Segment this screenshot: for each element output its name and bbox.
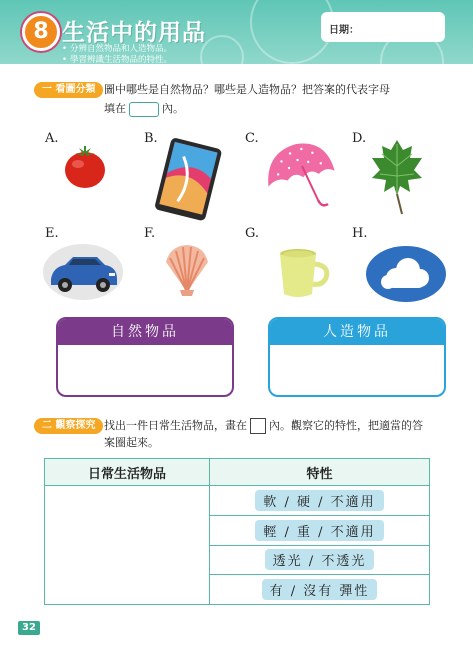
trait-row-transparency — [210, 545, 430, 575]
natural-items-box[interactable] — [56, 317, 234, 397]
item-letter-d: D. — [352, 131, 367, 146]
tablet-icon — [148, 138, 226, 222]
section1-instruction-line1: 圖中哪些是自然物品？哪些是人造物品？把答案的代表字母 — [104, 83, 390, 96]
item-letter-a: A. — [45, 131, 59, 146]
item-letter-g: G. — [245, 226, 260, 241]
answer-box-sample — [129, 102, 159, 117]
cloud-icon — [366, 246, 446, 302]
manmade-items-heading: 人造物品 — [270, 319, 444, 345]
trait-options-hardness[interactable]: 軟 / 硬 / 不適用 — [255, 490, 383, 511]
lesson-title: 生活中的用品 — [62, 20, 206, 46]
cup-icon — [272, 246, 336, 302]
lesson-number-badge: 8 — [22, 13, 60, 51]
trait-options-elasticity[interactable]: 有 / 沒有 彈性 — [262, 579, 378, 600]
tomato-icon — [62, 143, 108, 191]
col-header-traits: 特性 — [210, 459, 430, 486]
item-letter-e: E. — [45, 226, 59, 241]
section1-label: 一 看圖分類 — [34, 82, 103, 98]
item-letter-f: F. — [144, 226, 156, 241]
section2-label: 二 觀察探究 — [34, 418, 103, 434]
manmade-items-box[interactable] — [268, 317, 446, 397]
trait-row-hardness — [210, 486, 430, 516]
trait-options-weight[interactable]: 輕 / 重 / 不適用 — [255, 520, 383, 541]
item-letter-h: H. — [352, 226, 368, 241]
date-field[interactable] — [321, 12, 445, 42]
umbrella-icon — [258, 138, 336, 212]
leaf-icon — [368, 136, 426, 216]
drawing-area[interactable] — [45, 486, 210, 605]
item-letter-c: C. — [245, 131, 259, 146]
trait-row-weight — [210, 515, 430, 545]
trait-row-elasticity — [210, 575, 430, 605]
section1-instruction-line2: 填在 內。 — [104, 102, 184, 115]
trait-options-transparency[interactable]: 透光 / 不透光 — [265, 549, 375, 570]
objective-2: • 學習辨識生活物品的特性。 — [62, 53, 172, 64]
col-header-item: 日常生活物品 — [45, 459, 210, 486]
date-label: 日期： — [329, 25, 359, 36]
observation-table — [44, 458, 430, 605]
drawing-box-sample — [250, 418, 266, 434]
car-icon — [43, 243, 123, 301]
item-letter-b: B. — [144, 131, 158, 146]
section2-instruction-line1: 找出一件日常生活物品，畫在 內。觀察它的特性，把適當的答 — [104, 419, 423, 432]
objective-1: • 分辨自然物品和人造物品。 — [62, 42, 172, 54]
page-number: 32 — [18, 621, 40, 635]
section2-instruction-line2: 案圈起來。 — [104, 436, 159, 449]
lesson-header — [0, 0, 473, 64]
seashell-icon — [162, 242, 212, 298]
natural-items-heading: 自然物品 — [58, 319, 232, 345]
